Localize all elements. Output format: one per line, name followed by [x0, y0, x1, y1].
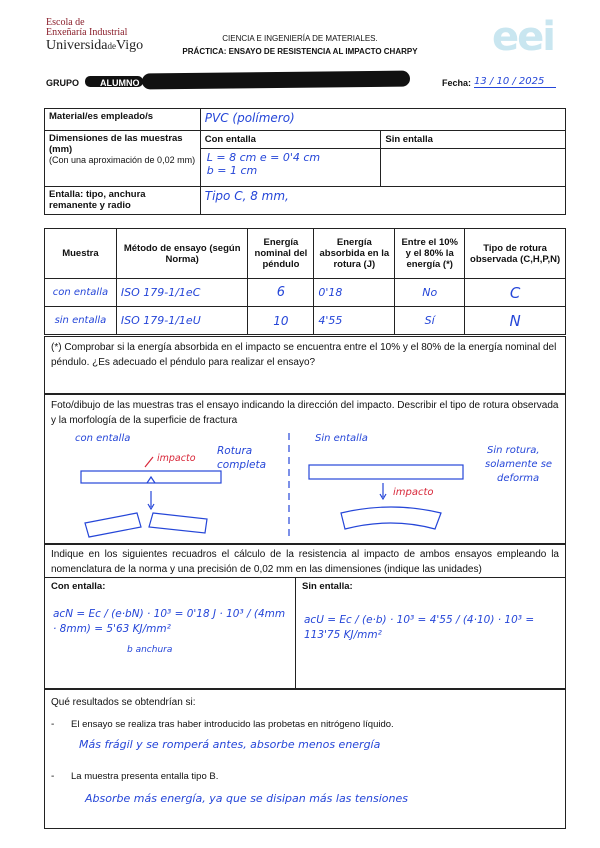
- row1-energia-absorbida: 0'18: [314, 279, 395, 307]
- calc-con-formula: acN = Ec / (e·bN) · 10³ = 0'18 J · 10³ / (4mm · 8mm) = 5'63 KJ/mm²: [53, 608, 286, 635]
- left-desc-1: Rotura: [217, 445, 253, 457]
- sin-entalla-cell: [381, 131, 566, 187]
- title-line-2: PRÁCTICA: ENSAYO DE RESISTENCIA AL IMPACTO CHARPY: [182, 47, 418, 56]
- row1-muestra: con entalla: [45, 279, 117, 307]
- right-desc-2: solamente se: [485, 459, 553, 470]
- results-header-rango: Entre el 10% y el 80% la energía (*): [395, 229, 465, 279]
- dimensions-label-b: (mm): [49, 144, 73, 155]
- row1-energia-nominal: 6: [248, 279, 314, 307]
- row1-tipo-rotura: C: [465, 279, 566, 307]
- table-row: [45, 279, 566, 307]
- logo-word-vigo: Vigo: [115, 38, 144, 53]
- calc-con-box: [44, 577, 296, 689]
- document-title: [150, 32, 450, 58]
- right-desc-1: Sin rotura,: [487, 445, 540, 456]
- table-row: [45, 307, 566, 335]
- answer-2: Absorbe más energía, ya que se disipan más las tensiones: [85, 792, 408, 805]
- right-drawing-title: Sin entalla: [315, 433, 368, 444]
- group-label: GRUPO: [46, 78, 80, 88]
- row2-tipo-rotura: N: [465, 307, 566, 335]
- material-value: PVC (polímero): [204, 111, 295, 125]
- answer-1: Más frágil y se romperá antes, absorbe menos energía: [79, 738, 381, 751]
- note-box: [44, 336, 566, 394]
- results-header-metodo: Método de ensayo (según Norma): [116, 229, 248, 279]
- logo-line-2: Enxeñaría Industrial: [46, 27, 128, 38]
- photo-box: [44, 394, 566, 544]
- results-header-tipo-rotura: Tipo de rotura observada (C,H,P,N): [465, 229, 566, 279]
- results-header-energia-absorbida: Energía absorbida en la rotura (J): [314, 229, 395, 279]
- con-entalla-header: Con entalla: [201, 131, 381, 149]
- results-header-muestra: Muestra: [45, 229, 117, 279]
- row2-metodo: ISO 179-1/1eU: [116, 307, 248, 335]
- question-1-bullet: -: [51, 719, 55, 730]
- calc-con-note: b anchura: [127, 645, 173, 655]
- material-value-cell: [200, 109, 565, 131]
- calc-prompt-box: [44, 544, 566, 578]
- questions-title: Qué resultados se obtendrían si:: [51, 697, 196, 708]
- university-logo: [46, 18, 166, 54]
- entalla-label-text: Entalla: tipo, anchura remanente y radio: [49, 189, 146, 211]
- material-label-text: Material/es empleado/s: [49, 111, 154, 122]
- material-label: [45, 109, 201, 131]
- logo-line-3: [46, 38, 166, 54]
- row1-metodo: ISO 179-1/1eC: [116, 279, 248, 307]
- row2-rango: Sí: [395, 307, 465, 335]
- right-impact-label: impacto: [393, 487, 434, 498]
- row1-rango: No: [395, 279, 465, 307]
- left-impact-pointer: [145, 457, 153, 467]
- logo-word-universida: Universida: [46, 38, 108, 53]
- question-1: El ensayo se realiza tras haber introducido las probetas en nitrógeno líquido.: [71, 719, 394, 730]
- unnotched-bar: [309, 465, 463, 479]
- calc-sin-formula: acU = Ec / (e·b) · 10³ = 4'55 / (4·10) · 10³ = 113'75 KJ/mm²: [304, 614, 535, 641]
- calc-prompt: Indique en los siguientes recuadros el cálculo de la resistencia al impacto de ambos ensayos empleando la nomenclatura de la norma y una precisión de 0,02 mm en las dimensiones (indique las unidades): [51, 549, 559, 575]
- broken-piece-right: [149, 513, 207, 533]
- deformed-bar: [341, 507, 441, 529]
- dims-line-2: b = 1 cm: [206, 164, 258, 177]
- entalla-value-cell: [200, 187, 565, 215]
- calc-sin-label: Sin entalla:: [302, 581, 353, 592]
- broken-piece-left: [85, 513, 141, 537]
- row2-energia-absorbida: 4'55: [314, 307, 395, 335]
- calc-sin-box: [295, 577, 566, 689]
- left-drawing-title: con entalla: [75, 433, 131, 444]
- results-table: [44, 228, 566, 335]
- row2-energia-nominal: 10: [248, 307, 314, 335]
- left-impact-label: impacto: [157, 453, 196, 464]
- dims-line-1: L = 8 cm e = 0'4 cm: [206, 151, 321, 164]
- calc-con-label: Con entalla:: [51, 581, 106, 592]
- logo-line-1: Escola de: [46, 17, 85, 28]
- left-desc-2: completa: [217, 459, 267, 471]
- con-entalla-cell: [200, 131, 381, 187]
- note-text: (*) Comprobar si la energía absorbida en el impacto se encuentra entre el 10% y el 80% de la energía nominal del péndulo. ¿Es adecuado el péndulo para realizar el ensayo?: [51, 342, 557, 368]
- name-redaction: [142, 71, 410, 90]
- fecha-value: 13 / 10 / 2025: [474, 76, 556, 88]
- logo-word-de: de: [107, 41, 116, 51]
- material-table: [44, 108, 566, 215]
- photo-prompt: Foto/dibujo de las muestras tras el ensayo indicando la dirección del impacto. Describir el tipo de rotura observada y la morfología de la superficie de fractura: [51, 400, 559, 426]
- right-desc-3: deforma: [497, 473, 540, 484]
- dimensions-label: [45, 131, 201, 187]
- entalla-value: Tipo C, 8 mm,: [204, 189, 289, 203]
- eei-logo: eei: [492, 14, 554, 60]
- dimensions-label-c: (Con una aproximación de 0,02 mm): [49, 155, 196, 165]
- question-2-bullet: -: [51, 771, 55, 782]
- alumno-label: ALUMNO: [100, 78, 140, 88]
- row2-muestra: sin entalla: [45, 307, 117, 335]
- sin-entalla-header: Sin entalla: [381, 131, 565, 149]
- questions-box: [44, 689, 566, 829]
- entalla-label: [45, 187, 201, 215]
- question-2: La muestra presenta entalla tipo B.: [71, 771, 219, 782]
- title-line-1: CIENCIA E INGENIERÍA DE MATERIALES.: [222, 34, 378, 43]
- fecha-label: Fecha:: [442, 78, 472, 88]
- dimensions-label-a: Dimensiones de las muestras: [49, 133, 183, 144]
- results-header-energia-nominal: Energía nominal del péndulo: [248, 229, 314, 279]
- notch-mark: [147, 477, 155, 483]
